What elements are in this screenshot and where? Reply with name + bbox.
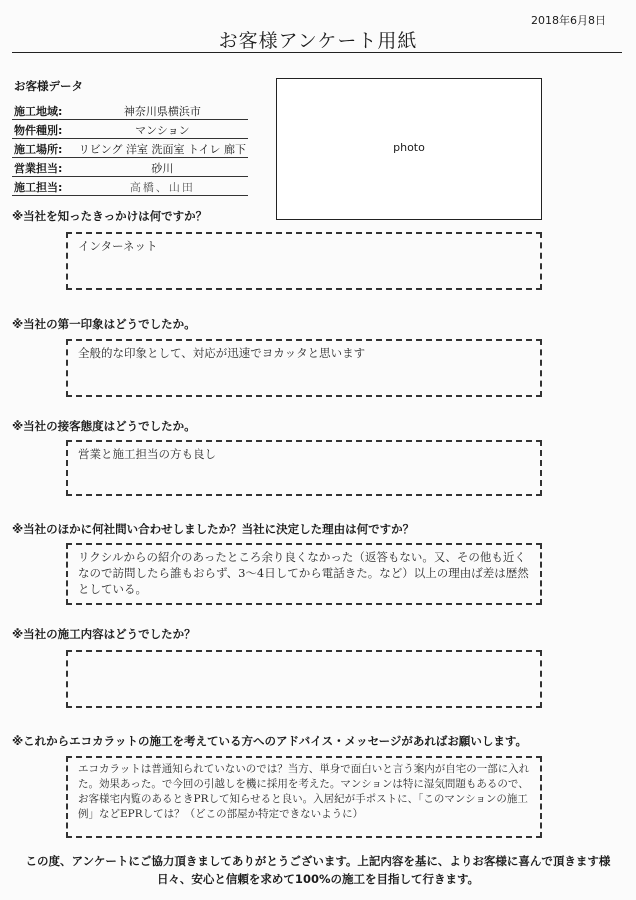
location-value: リビング 洋室 洗面室 トイレ 廊下 (77, 139, 248, 158)
area-value: 神奈川県横浜市 (77, 101, 248, 120)
answer-6: エコカラットは普通知られていないのでは？当方、単身で面白いと言う案内が自宅の一部に入れた。効果あった。で今回の引越しを機に採用を考えた。マンションは特に湿気問題もあるので、お客様宅内覧のあるときPRして知らせると良い。入居紀が手ポストに、「このマンションの施工例」などEPRしては？（どこの部屋か特定できないように） (78, 763, 530, 820)
question-6: ※これからエコカラットの施工を考えている方へのアドバイス・メッセージがあればお願いします。 (12, 734, 527, 748)
answer-3: 営業と施工担当の方も良し (78, 447, 216, 461)
title-underline (12, 52, 622, 53)
installer-value: 高橋、山田 (77, 177, 248, 196)
installer-key: 施工担当: (12, 177, 77, 196)
row-sales (12, 158, 248, 177)
question-4: ※当社のほかに何社問い合わせしましたか？当社に決定した理由は何ですか？ (12, 522, 415, 536)
row-area (12, 101, 248, 120)
question-2: ※当社の第一印象はどうでしたか。 (12, 317, 196, 331)
customer-data-table (12, 101, 248, 196)
customer-data-label: お客様データ (14, 79, 83, 93)
answer-box-2 (66, 339, 542, 397)
row-location (12, 139, 248, 158)
area-key: 施工地域: (12, 101, 77, 120)
property-type-key: 物件種別: (12, 120, 77, 139)
survey-date: 2018年6月8日 (531, 14, 606, 27)
footer-line-2: 日々、安心と信頼を求めて100%の施工を目指して行きます。 (156, 872, 480, 886)
footer-message (0, 852, 636, 888)
property-type-value: マンション (77, 120, 248, 139)
photo-placeholder (276, 78, 542, 220)
answer-box-5 (66, 650, 542, 708)
answer-box-6 (66, 756, 542, 838)
row-property-type (12, 120, 248, 139)
row-installer (12, 177, 248, 196)
answer-box-1 (66, 232, 542, 290)
location-key: 施工場所: (12, 139, 77, 158)
question-3: ※当社の接客態度はどうでしたか。 (12, 419, 196, 433)
answer-box-4 (66, 543, 542, 605)
question-5: ※当社の施工内容はどうでしたか？ (12, 627, 196, 641)
answer-box-3 (66, 440, 542, 496)
footer-line-1: この度、アンケートにご協力頂きましてありがとうございます。上記内容を基に、よりお客様に喜んで頂きます様 (25, 854, 611, 868)
page-title: お客様アンケート用紙 (218, 30, 418, 52)
answer-1: インターネット (78, 239, 158, 253)
sales-value: 砂川 (77, 158, 248, 177)
sales-key: 営業担当: (12, 158, 77, 177)
answer-2: 全般的な印象として、対応が迅速でヨカッタと思います (78, 346, 366, 360)
question-1: ※当社を知ったきっかけは何ですか？ (12, 209, 208, 223)
answer-4: リクシルからの紹介のあったところ余り良くなかった（返答もない。又、その他も近くなので訪問したら誰もおらず、3〜4日してから電話きた。など）以上の理由ば差は歴然としている。 (78, 550, 529, 596)
photo-label: photo (393, 141, 425, 154)
